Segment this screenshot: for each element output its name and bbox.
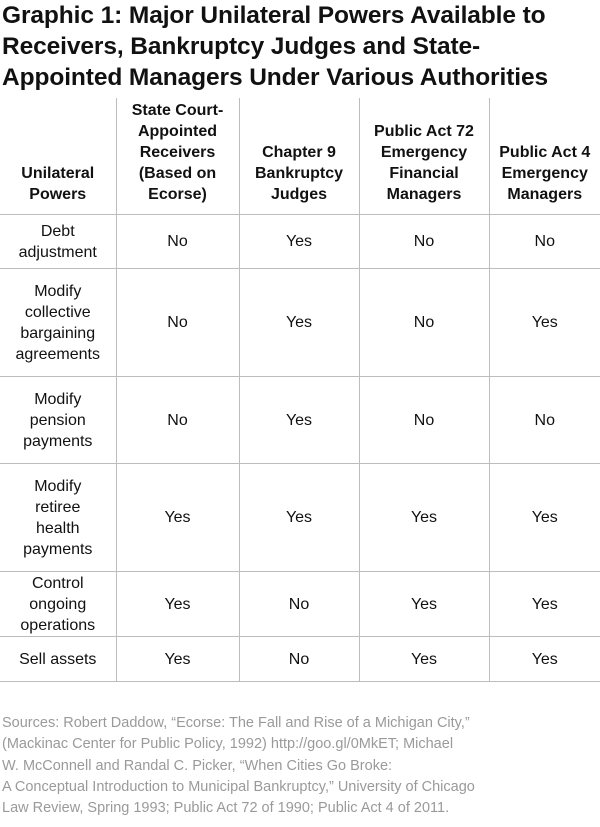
- table-cell: Yes: [116, 572, 239, 637]
- table-cell: Yes: [239, 269, 359, 377]
- table-cell: No: [116, 269, 239, 377]
- column-header-chapter-9-judges: Chapter 9 Bankruptcy Judges: [239, 98, 359, 215]
- table-cell: Yes: [239, 215, 359, 269]
- table-cell: Yes: [239, 377, 359, 464]
- column-header-public-act-4-managers: Public Act 4 Emergency Managers: [489, 98, 600, 215]
- graphic-title: Graphic 1: Major Unilateral Powers Available to Receivers, Bankruptcy Judges and State-Appointed Managers Under Various Authorities: [2, 2, 549, 91]
- table-cell: Yes: [359, 464, 489, 572]
- table-cell: No: [359, 215, 489, 269]
- table-cell: No: [116, 215, 239, 269]
- table-cell: No: [239, 572, 359, 637]
- table-cell: Yes: [489, 269, 600, 377]
- table-cell: Yes: [489, 637, 600, 682]
- column-header-state-court-receivers: State Court- Appointed Receivers (Based on Ecorse): [116, 98, 239, 215]
- row-label: Debt adjustment: [0, 215, 116, 269]
- column-header-public-act-72-managers: Public Act 72 Emergency Financial Managers: [359, 98, 489, 215]
- table-cell: Yes: [489, 464, 600, 572]
- table-cell: No: [489, 215, 600, 269]
- row-label: Modify retiree health payments: [0, 464, 116, 572]
- table-row-debt-adjustment: [0, 215, 600, 269]
- row-label: Sell assets: [0, 637, 116, 682]
- table-cell: Yes: [489, 572, 600, 637]
- table-cell: Yes: [359, 572, 489, 637]
- table-row-control-operations: [0, 572, 600, 637]
- row-label: Modify collective bargaining agreements: [0, 269, 116, 377]
- sources-note: Sources: Robert Daddow, “Ecorse: The Fall and Rise of a Michigan City,” (Mackinac Center for Public Policy, 1992) http://goo.gl/0MkET; Michael W. McConnell and Randal C. Picker, “When Cities Go Broke: A Conceptual Introduction to Municipal Bankruptcy,” University of Chicago Law Review, Spring 1993; Public Act 72 of 1990; Public Act 4 of 2011.: [2, 715, 475, 817]
- table-cell: No: [359, 377, 489, 464]
- powers-table: [0, 98, 600, 682]
- table-cell: No: [489, 377, 600, 464]
- row-label: Modify pension payments: [0, 377, 116, 464]
- table-cell: No: [359, 269, 489, 377]
- table-cell: No: [116, 377, 239, 464]
- table-cell: Yes: [239, 464, 359, 572]
- table-row-modify-pension: [0, 377, 600, 464]
- table-row-modify-collective-bargaining: [0, 269, 600, 377]
- row-label: Control ongoing operations: [0, 572, 116, 637]
- table-cell: Yes: [116, 464, 239, 572]
- table-row-modify-retiree-health: [0, 464, 600, 572]
- column-header-unilateral-powers: Unilateral Powers: [21, 165, 95, 203]
- header-row: [0, 98, 600, 215]
- table-cell: Yes: [116, 637, 239, 682]
- table-cell: No: [239, 637, 359, 682]
- table-cell: Yes: [359, 637, 489, 682]
- table-row-sell-assets: [0, 637, 600, 682]
